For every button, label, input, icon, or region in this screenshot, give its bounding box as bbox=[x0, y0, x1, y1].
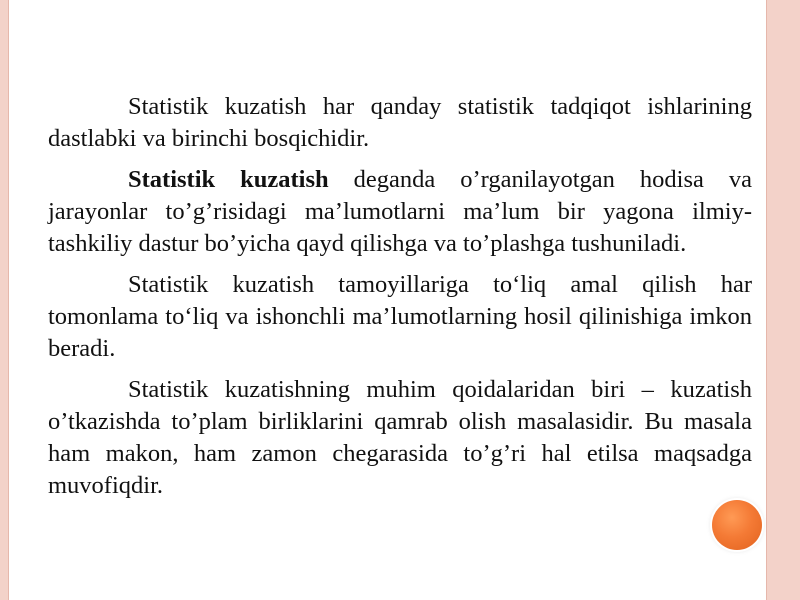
orange-circle-decoration bbox=[712, 500, 762, 550]
paragraph-4: Statistik kuzatishning muhim qoidalaridan biri – kuzatish o’tkazishda to’plam birliklarini qamrab olish masalasidir. Bu masala ham makon, ham zamon chegarasida to’g’ri hal etilsa maqsadga muvofiqdir. bbox=[48, 376, 752, 499]
paragraph-2-text: deganda o’rganilayotgan hodisa va jarayonlar to’g’risidagi ma’lumotlarni ma’lum bir yagona ilmiy-tashkiliy dastur bo’yicha qayd qilishga va to’plashga tushuniladi. bbox=[48, 166, 752, 257]
right-border-strip bbox=[767, 0, 800, 600]
paragraph-2 bbox=[48, 164, 752, 260]
slide-body bbox=[48, 91, 752, 511]
paragraph-3: Statistik kuzatish tamoyillariga to‘liq amal qilish har tomonlama to‘liq va ishonchli ma’lumotlarning hosil qilinishiga imkon beradi. bbox=[48, 271, 752, 362]
paragraph-1: Statistik kuzatish har qanday statistik tadqiqot ishlarining dastlabki va birinchi bosqichidir. bbox=[48, 93, 752, 152]
left-border-strip bbox=[0, 0, 8, 600]
left-border-line bbox=[8, 0, 9, 600]
term-bold: Statistik kuzatish bbox=[128, 166, 329, 193]
